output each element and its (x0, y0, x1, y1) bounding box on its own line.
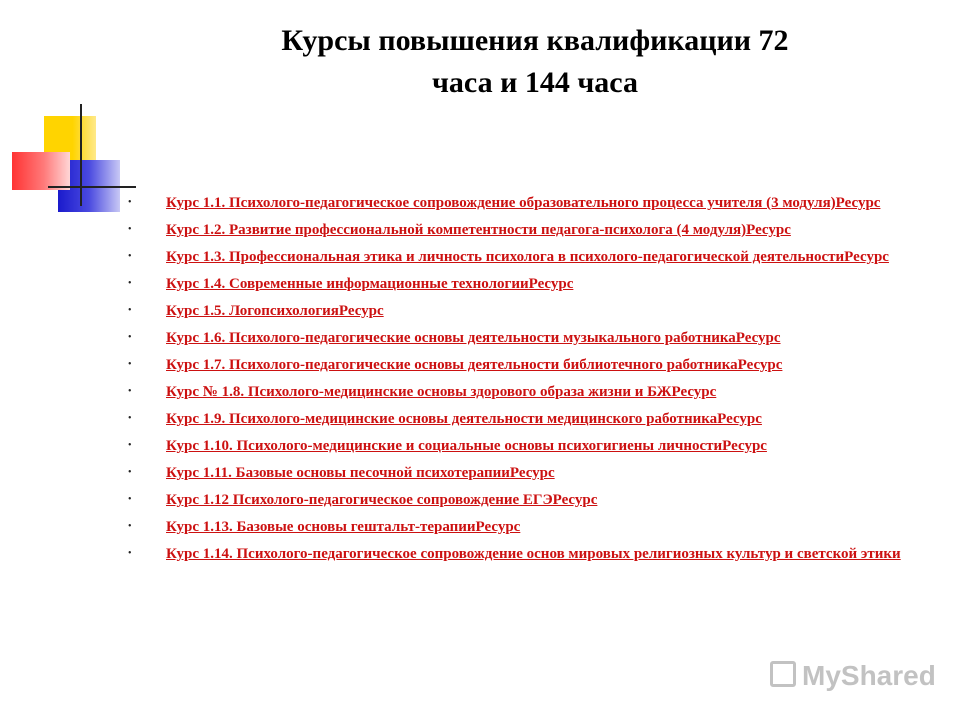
bullet: • (128, 197, 132, 208)
course-link[interactable]: Курс 1.11. Базовые основы песочной психотерапииРесурс (166, 465, 555, 481)
list-item (128, 354, 938, 376)
watermark (770, 660, 936, 692)
bullet: • (128, 494, 132, 505)
vertical-line (80, 104, 82, 206)
course-link[interactable]: Курс 1.14. Психолого-педагогическое сопровождение основ мировых религиозных культур и светской этики (166, 546, 901, 562)
list-item (128, 543, 938, 565)
bullet: • (128, 521, 132, 532)
course-link[interactable]: Курс 1.13. Базовые основы гештальт-терапииРесурс (166, 519, 521, 535)
title-line-1: Курсы повышения квалификации 72 (281, 24, 789, 57)
list-item (128, 300, 938, 322)
course-link[interactable]: Курс 1.3. Профессиональная этика и личность психолога в психолого-педагогической деятельностиРесурс (166, 249, 889, 265)
list-item (128, 192, 938, 214)
list-item (128, 381, 938, 403)
course-link[interactable]: Курс № 1.8. Психолого-медицинские основы здорового образа жизни и БЖРесурс (166, 384, 717, 400)
bullet: • (128, 305, 132, 316)
bullet: • (128, 413, 132, 424)
watermark-icon (770, 661, 796, 687)
bullet: • (128, 224, 132, 235)
red-square (12, 152, 70, 190)
list-item (128, 462, 938, 484)
list-item (128, 219, 938, 241)
list-item (128, 435, 938, 457)
title-line-2: часа и 144 часа (432, 66, 638, 99)
list-item (128, 273, 938, 295)
list-item (128, 246, 938, 268)
list-item (128, 408, 938, 430)
list-item (128, 489, 938, 511)
bullet: • (128, 332, 132, 343)
bullet: • (128, 548, 132, 559)
bullet: • (128, 251, 132, 262)
bullet: • (128, 359, 132, 370)
course-link[interactable]: Курс 1.7. Психолого-педагогические основы деятельности библиотечного работникаРесурс (166, 357, 783, 373)
page-title (110, 20, 960, 104)
bullet: • (128, 440, 132, 451)
list-item (128, 516, 938, 538)
horizontal-line (48, 186, 136, 188)
course-link[interactable]: Курс 1.5. ЛогопсихологияРесурс (166, 303, 384, 319)
course-link[interactable]: Курс 1.12 Психолого-педагогическое сопровождение ЕГЭРесурс (166, 492, 598, 508)
course-link[interactable]: Курс 1.10. Психолого-медицинские и социальные основы психогигиены личностиРесурс (166, 438, 767, 454)
course-link[interactable]: Курс 1.1. Психолого-педагогическое сопровождение образовательного процесса учителя (3 модуля)Ресурс (166, 195, 881, 211)
course-link[interactable]: Курс 1.6. Психолого-педагогические основы деятельности музыкального работникаРесурс (166, 330, 781, 346)
course-link[interactable]: Курс 1.9. Психолого-медицинские основы деятельности медицинского работникаРесурс (166, 411, 762, 427)
bullet: • (128, 278, 132, 289)
bullet: • (128, 467, 132, 478)
course-link[interactable]: Курс 1.4. Современные информационные технологииРесурс (166, 276, 574, 292)
bullet: • (128, 386, 132, 397)
watermark-text: MyShared (802, 660, 936, 691)
course-list (128, 192, 938, 570)
course-link[interactable]: Курс 1.2. Развитие профессиональной компетентности педагога-психолога (4 модуля)Ресурс (166, 222, 791, 238)
list-item (128, 327, 938, 349)
